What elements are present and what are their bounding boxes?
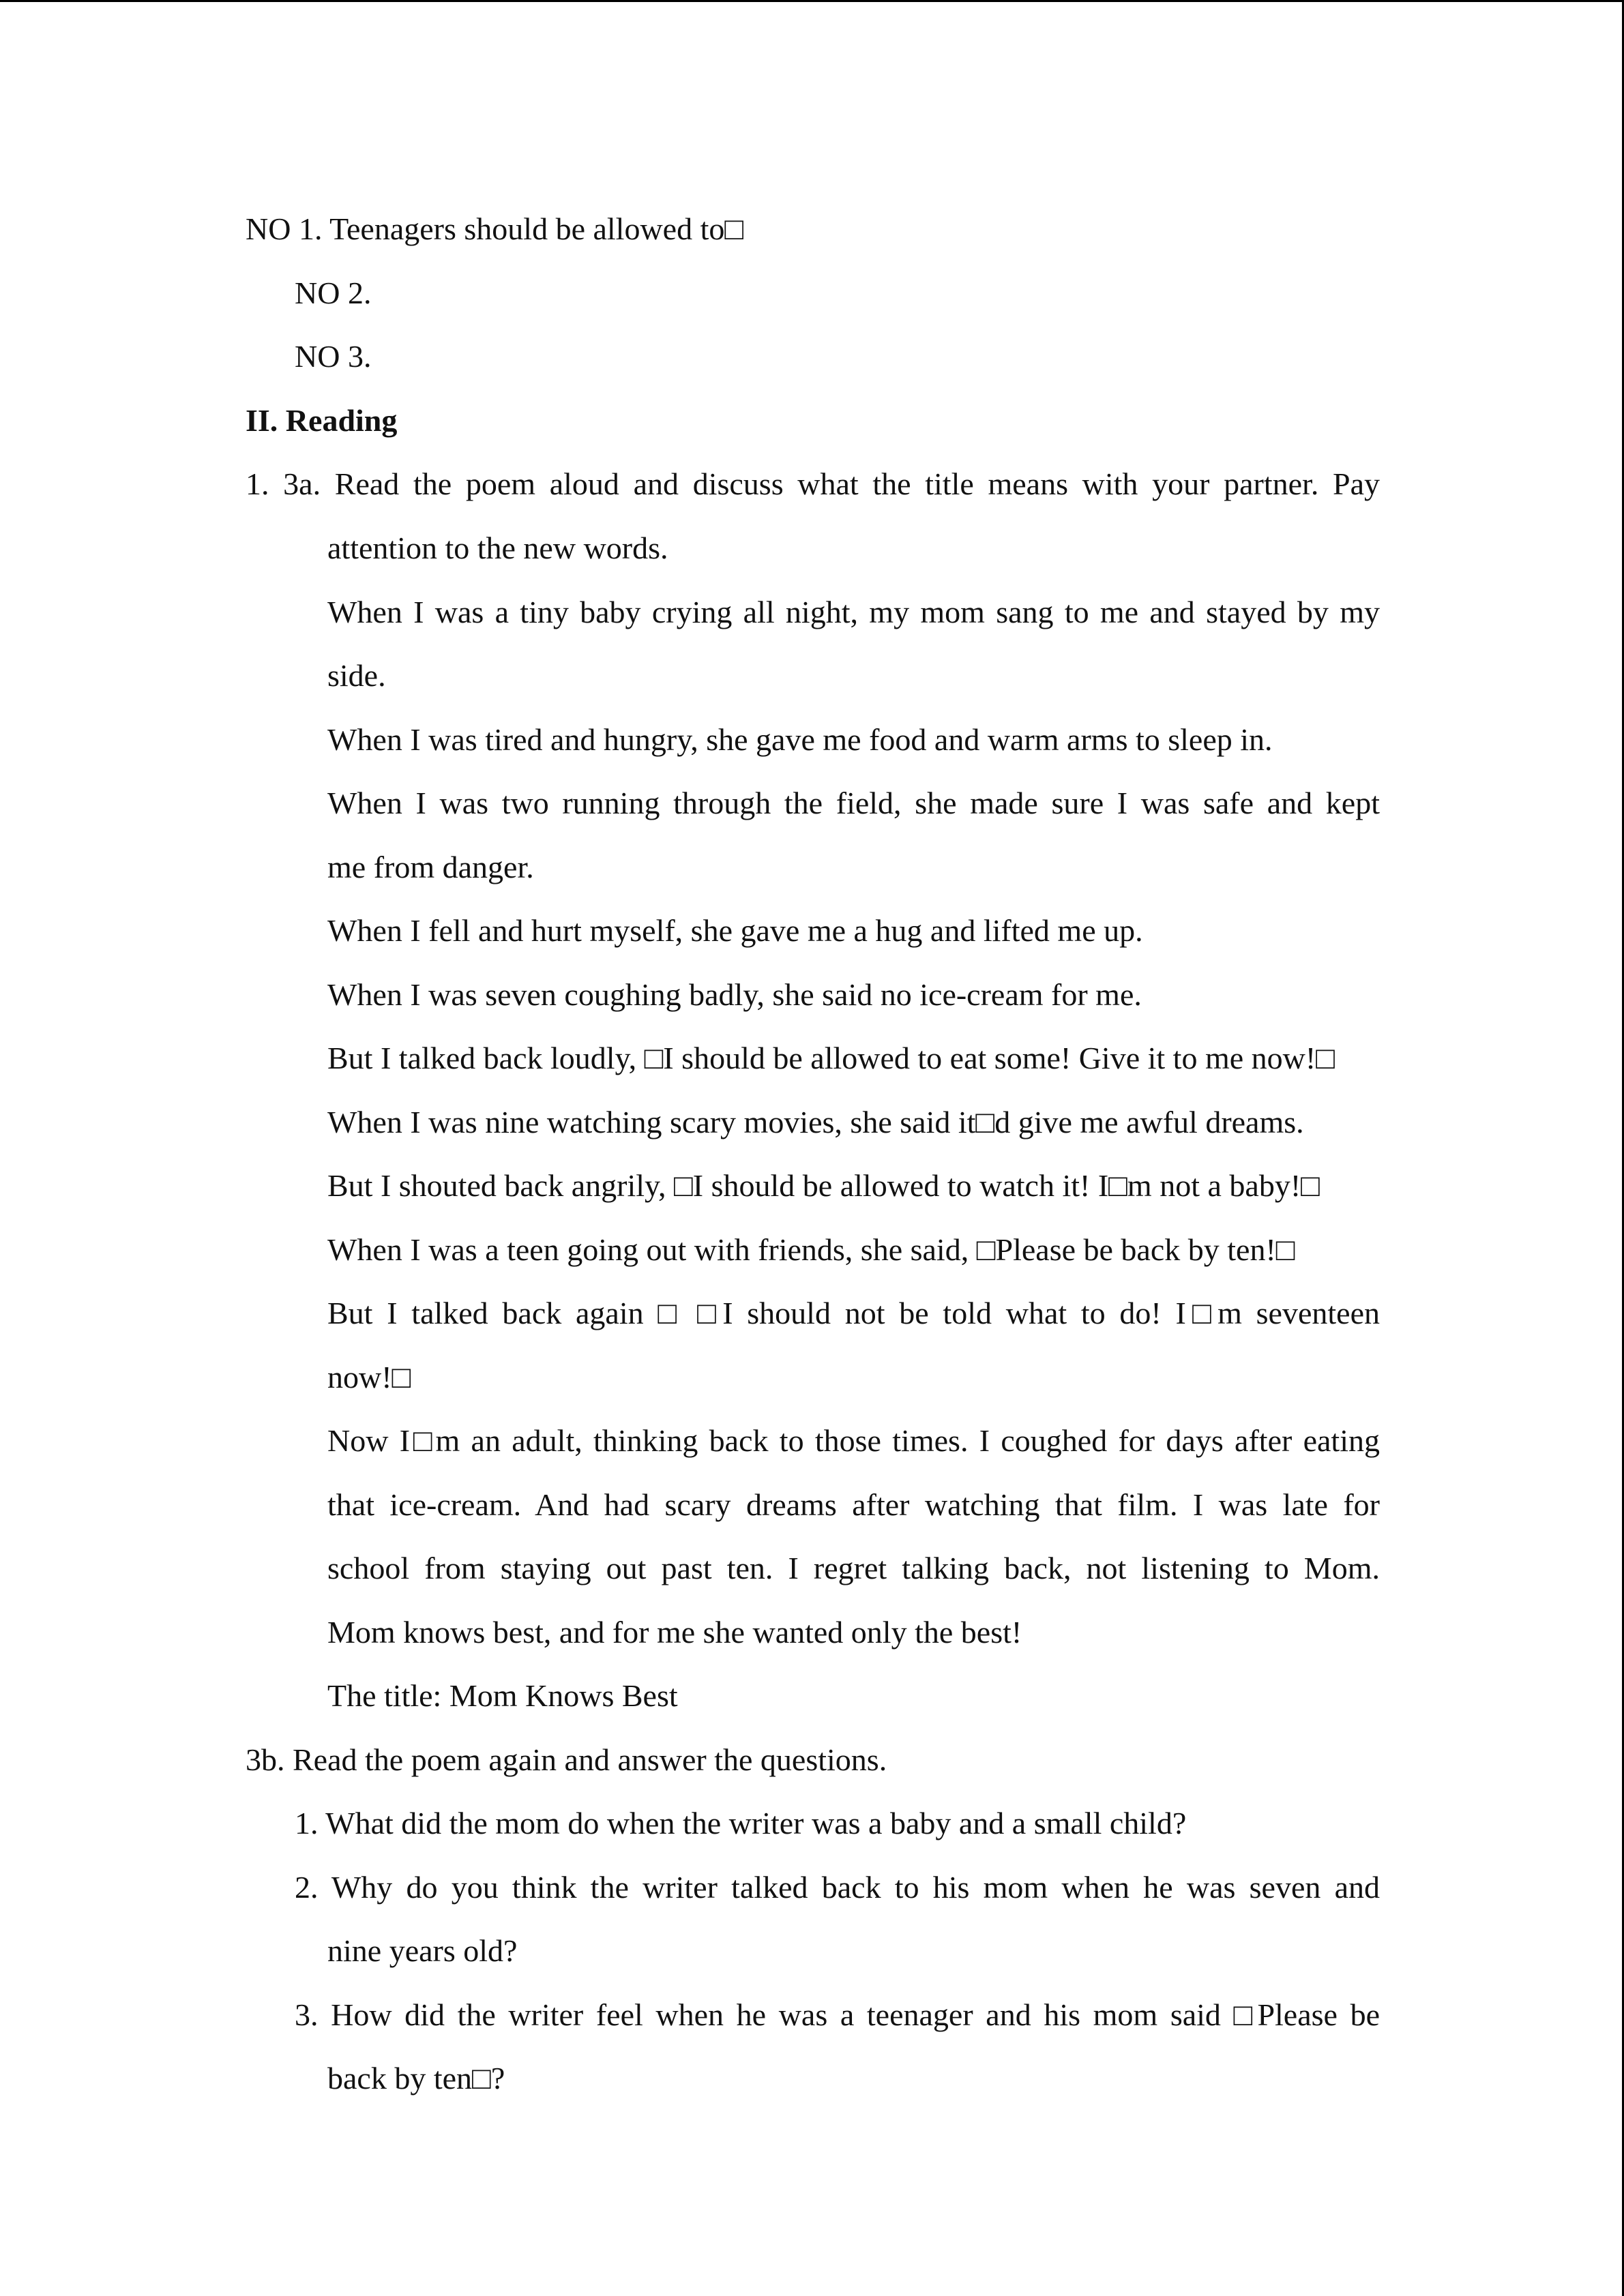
poem-line: But I talked back loudly, □I should be allowed to eat some! Give it to me now!□	[327, 1041, 1335, 1075]
poem-line: When I fell and hurt myself, she gave me a hug and lifted me up.	[327, 913, 1143, 948]
question-2: 2. Why do you think the writer talked back to his mom when he was seven and	[295, 1870, 1380, 1905]
debate-point-1: NO 1. Teenagers should be allowed to□	[246, 211, 744, 246]
poem-line: now!□	[327, 1360, 411, 1395]
poem-line: When I was two running through the field, she made sure I was safe and kept	[327, 786, 1380, 820]
poem-line: Mom knows best, and for me she wanted only the best!	[327, 1615, 1022, 1650]
task-3a-instruction-cont: attention to the new words.	[327, 531, 668, 565]
poem-line: When I was a teen going out with friends, she said, □Please be back by ten!□	[327, 1232, 1295, 1267]
task-3b-instruction: 3b. Read the poem again and answer the questions.	[246, 1742, 887, 1777]
page-border-top	[0, 0, 1624, 2]
poem-line: side.	[327, 658, 386, 693]
debate-point-2: NO 2.	[295, 275, 372, 310]
question-3-cont: back by ten□?	[327, 2061, 505, 2096]
question-2-cont: nine years old?	[327, 1933, 518, 1968]
poem-line: When I was tired and hungry, she gave me food and warm arms to sleep in.	[327, 722, 1273, 757]
poem-line: But I talked back again □ □I should not be told what to do! I□m seventeen	[327, 1296, 1380, 1330]
poem-line: school from staying out past ten. I regret talking back, not listening to Mom.	[327, 1551, 1380, 1585]
poem-line: When I was a tiny baby crying all night, my mom sang to me and stayed by my	[327, 595, 1380, 629]
poem-line: Now I□m an adult, thinking back to those times. I coughed for days after eating	[327, 1423, 1380, 1458]
poem-line: that ice-cream. And had scary dreams after watching that film. I was late for	[327, 1487, 1380, 1522]
poem-line: When I was seven coughing badly, she said no ice-cream for me.	[327, 977, 1142, 1012]
poem-title-answer: The title: Mom Knows Best	[327, 1678, 678, 1713]
poem-line: When I was nine watching scary movies, she said it□d give me awful dreams.	[327, 1105, 1304, 1139]
section-heading-reading: II. Reading	[246, 403, 398, 438]
poem-line: me from danger.	[327, 850, 534, 884]
task-3a-instruction: 1. 3a. Read the poem aloud and discuss what the title means with your partner. Pay	[246, 466, 1380, 501]
question-1: 1. What did the mom do when the writer was a baby and a small child?	[295, 1806, 1187, 1840]
poem-line: But I shouted back angrily, □I should be allowed to watch it! I□m not a baby!□	[327, 1168, 1320, 1203]
debate-point-3: NO 3.	[295, 339, 372, 374]
question-3: 3. How did the writer feel when he was a teenager and his mom said □Please be	[295, 1997, 1380, 2032]
